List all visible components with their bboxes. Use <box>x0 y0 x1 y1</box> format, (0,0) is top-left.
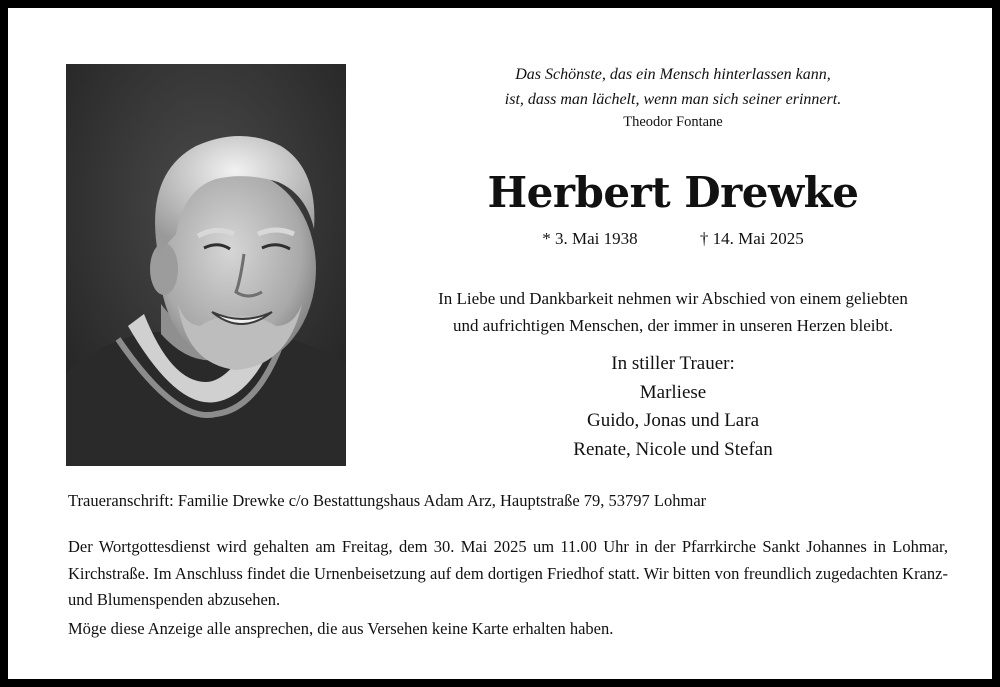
mourner-name: Guido, Jonas und Lara <box>586 410 760 431</box>
closing-note: Möge diese Anzeige alle ansprechen, die aus Versehen keine Karte erhalten haben. <box>68 619 614 638</box>
mourner-name: Marliese <box>639 381 707 403</box>
quote-line-2: ist, dass man lächelt, wenn man sich seiner erinnert. <box>504 91 842 108</box>
death-date: † 14. Mai 2025 <box>699 229 804 248</box>
birth-date: * 3. Mai 1938 <box>542 229 638 248</box>
service-details: Der Wortgottesdienst wird gehalten am Freitag, dem 30. Mai 2025 um 11.00 Uhr in der Pfarrkirche Sankt Johannes in Lohmar, Kirchstraße. Im Anschluss findet die Urnenbeisetzung auf dem dortigen Friedhof statt. Wir bitten von freundlich zugedachten Kranz- und Blumenspenden abzusehen. <box>68 537 948 609</box>
quote-author: Theodor Fontane <box>623 114 723 130</box>
deceased-name: Herbert Drewke <box>487 168 859 217</box>
mourners-list <box>388 350 958 464</box>
mourning-address: Traueranschrift: Familie Drewke c/o Bestattungshaus Adam Arz, Hauptstraße 79, 53797 Lohmar <box>68 491 707 510</box>
quote-line-1: Das Schönste, das ein Mensch hinterlassen kann, <box>515 66 831 83</box>
portrait-photo <box>66 64 346 466</box>
memorial-quote <box>388 62 958 112</box>
mourner-name: Renate, Nicole und Stefan <box>573 438 773 460</box>
farewell-text <box>388 285 958 339</box>
farewell-line-1: In Liebe und Dankbarkeit nehmen wir Abschied von einem geliebten <box>438 289 908 308</box>
life-dates <box>388 229 958 249</box>
mourners-heading: In stiller Trauer: <box>611 353 735 374</box>
farewell-line-2: und aufrichtigen Menschen, der immer in unseren Herzen bleibt. <box>453 316 893 335</box>
